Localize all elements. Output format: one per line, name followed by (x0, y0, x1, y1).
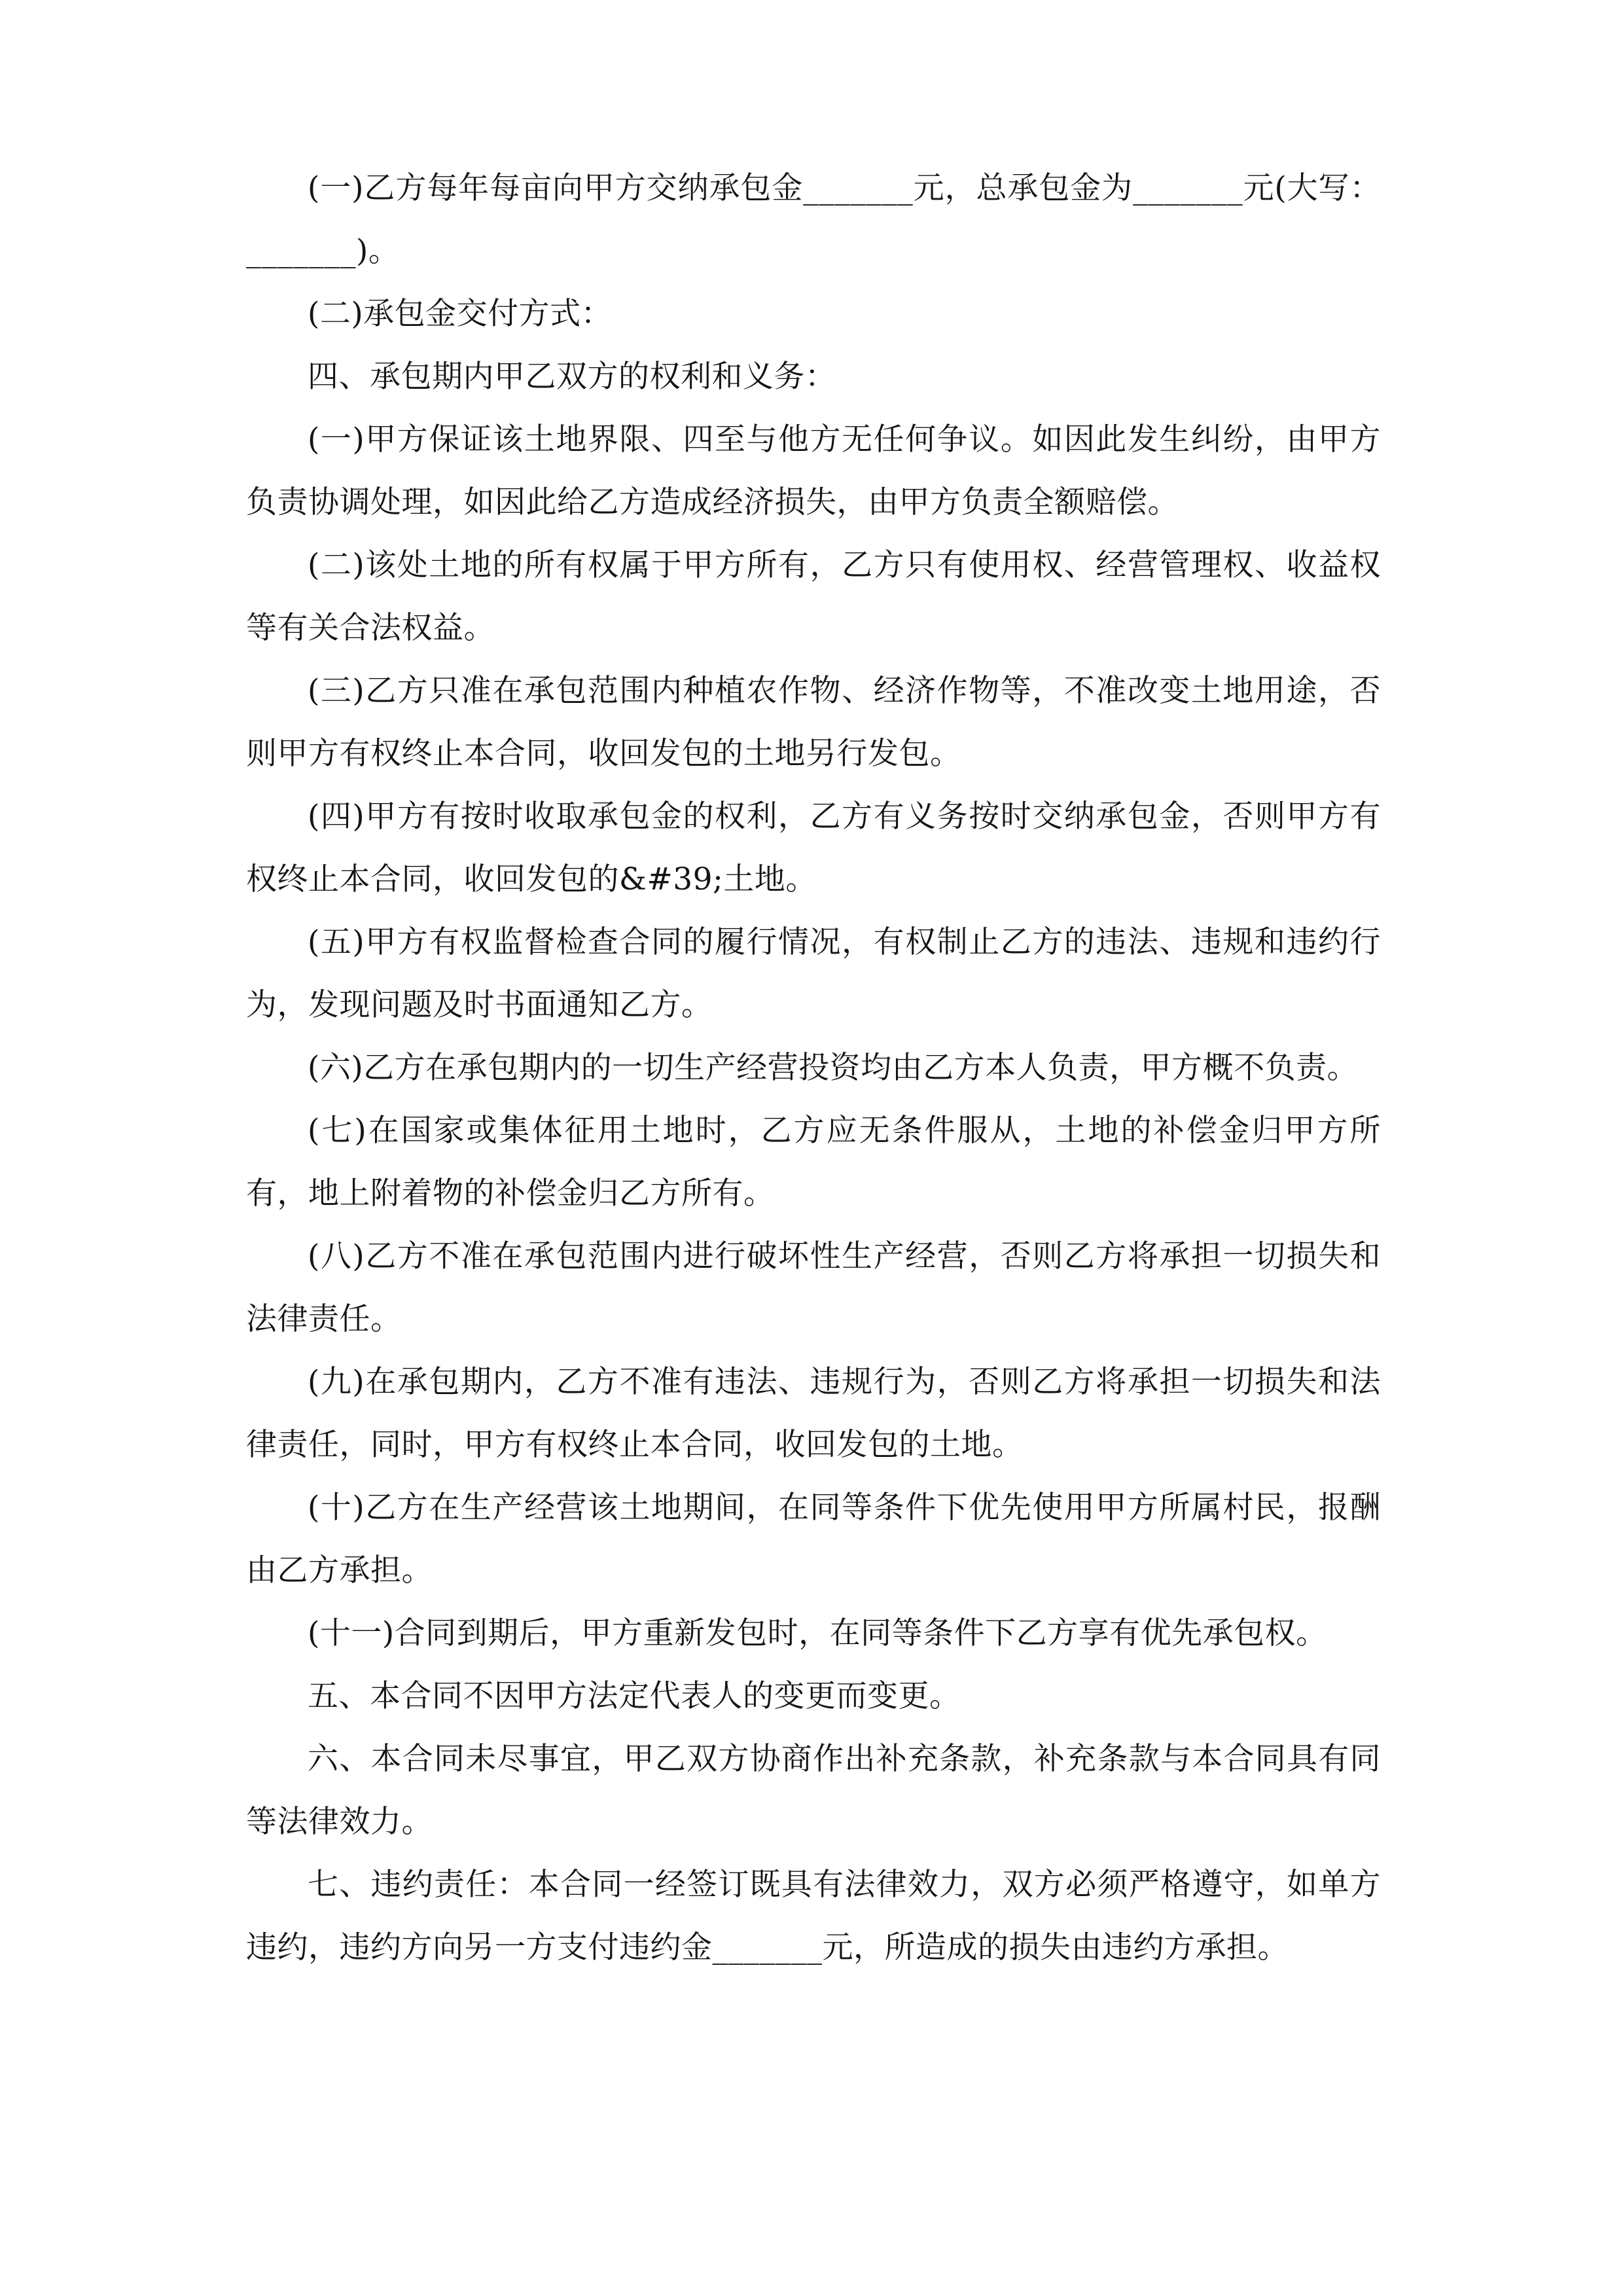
clause-payment-rights: (四)甲方有按时收取承包金的权利，乙方有义务按时交纳承包金，否则甲方有权终止本合同，收回发包的&#39;土地。 (246, 798, 1381, 897)
paragraph-payment-method: (二)承包金交付方式： (308, 296, 613, 332)
section-supplementary-terms: 六、本合同未尽事宜，甲乙双方协商作出补充条款，补充条款与本合同具有同等法律效力。 (246, 1741, 1381, 1840)
section-breach-liability: 七、违约责任：本合同一经签订既具有法律效力，双方必须严格遵守，如单方违约，违约方向另一方支付违约金_______元，所造成的损失由违约方承担。 (246, 1867, 1381, 1965)
section-representative-change: 五、本合同不因甲方法定代表人的变更而变更。 (308, 1678, 961, 1714)
clause-expropriation: (七)在国家或集体征用土地时，乙方应无条件服从，土地的补偿金归甲方所有，地上附着物的补偿金归乙方所有。 (246, 1113, 1381, 1211)
clause-illegal-conduct: (九)在承包期内，乙方不准有违法、违规行为，否则乙方将承担一切损失和法律责任，同时，甲方有权终止本合同，收回发包的土地。 (246, 1364, 1381, 1463)
paragraph-payment-amount: (一)乙方每年每亩向甲方交纳承包金_______元，总承包金为_______元(大写：_______)。 (246, 170, 1381, 269)
clause-land-use: (三)乙方只准在承包范围内种植农作物、经济作物等，不准改变土地用途，否则甲方有权终止本合同，收回发包的土地另行发包。 (246, 673, 1381, 772)
clause-boundary-guarantee: (一)甲方保证该土地界限、四至与他方无任何争议。如因此发生纠纷，由甲方负责协调处理，如因此给乙方造成经济损失，由甲方负责全额赔偿。 (246, 422, 1381, 520)
clause-destructive-use: (八)乙方不准在承包范围内进行破坏性生产经营，否则乙方将承担一切损失和法律责任。 (246, 1238, 1381, 1337)
clause-local-employment: (十)乙方在生产经营该土地期间，在同等条件下优先使用甲方所属村民，报酬由乙方承担。 (246, 1490, 1381, 1588)
clause-supervision: (五)甲方有权监督检查合同的履行情况，有权制止乙方的违法、违规和违约行为，发现问题及时书面通知乙方。 (246, 924, 1381, 1023)
clause-investment: (六)乙方在承包期内的一切生产经营投资均由乙方本人负责，甲方概不负责。 (308, 1050, 1359, 1086)
clause-renewal-priority: (十一)合同到期后，甲方重新发包时，在同等条件下乙方享有优先承包权。 (308, 1615, 1327, 1651)
section-heading-rights-obligations: 四、承包期内甲乙双方的权利和义务： (308, 359, 836, 395)
clause-ownership: (二)该处土地的所有权属于甲方所有，乙方只有使用权、经营管理权、收益权等有关合法权益。 (246, 547, 1381, 646)
